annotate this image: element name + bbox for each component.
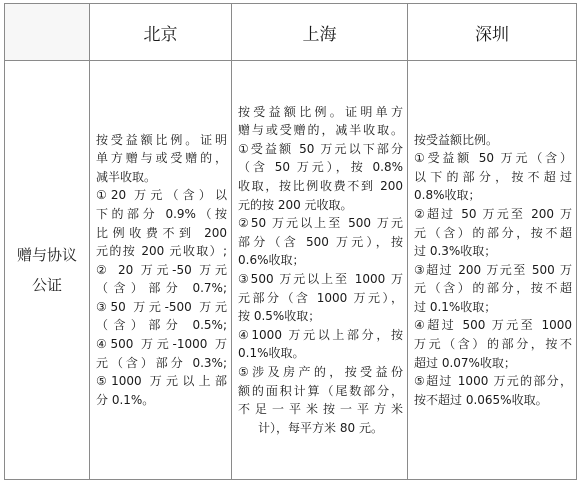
shenzhen-line: 按不超过 0.065%收取。 — [414, 392, 548, 407]
shanghai-line: 不足一平米按一平方米 — [238, 402, 403, 417]
beijing-line: 元（含）部分 0.3%; — [96, 355, 227, 370]
shanghai-line: ④1000 万元以上部分，按 — [238, 327, 403, 342]
header-shenzhen: 深圳 — [408, 4, 577, 61]
beijing-line: ② 20 万元-50 万元 — [96, 262, 227, 277]
shenzhen-line: 万元（含）的部分，按不 — [414, 337, 572, 352]
shanghai-line: 部分（含 500 万元），按 — [238, 234, 403, 249]
cell-beijing — [90, 61, 232, 480]
beijing-line: 按受益额比例。证明 — [96, 132, 227, 147]
beijing-line: 下的部分 0.9%（按 — [96, 206, 227, 221]
cell-shanghai — [232, 61, 408, 480]
shenzhen-line: 按受益额比例。 — [414, 132, 499, 147]
shenzhen-line: 以下的部分，按不超过 — [414, 169, 572, 184]
gift-agreement-row — [5, 61, 577, 480]
shanghai-line: ②50 万元以上至 500 万元 — [238, 216, 403, 231]
shanghai-line: ①受益额 50 万元以下部分 — [238, 141, 403, 156]
row-label-gift-agreement-notarization — [5, 61, 90, 480]
shanghai-line: 计），每平方米 80 元。 — [258, 420, 383, 435]
beijing-line: ③50 万元-500 万元 — [96, 299, 227, 314]
shenzhen-line: 超过 0.07%收取； — [414, 355, 516, 370]
beijing-line: 减半收取。 — [96, 169, 157, 184]
shanghai-line: 0.1%收取。 — [238, 346, 305, 361]
shanghai-line: （含 50 万元），按 0.8% — [238, 160, 403, 175]
row-label-line-2: 公证 — [31, 276, 62, 294]
beijing-line: （含）部分 0.5%; — [96, 318, 227, 333]
shanghai-line: ③500 万元以上至 1000 万 — [238, 272, 403, 286]
shenzhen-line: 过 0.1%收取； — [414, 299, 497, 314]
beijing-line: ④500 万元-1000 万 — [96, 337, 227, 352]
shanghai-line: 赠与或受赠的，减半收取。 — [238, 123, 403, 138]
header-shanghai: 上海 — [232, 4, 408, 61]
shenzhen-line: ④超过 500 万元至 1000 — [414, 318, 572, 333]
shenzhen-line: 过 0.3%收取； — [414, 244, 497, 259]
corner-cell — [5, 4, 90, 61]
shenzhen-line: 0.8%收取； — [414, 188, 481, 203]
shenzhen-line: ①受益额 50 万元（含） — [414, 151, 572, 166]
beijing-line: ①20 万元（含）以 — [96, 188, 227, 203]
beijing-line: 分 0.1%。 — [96, 392, 155, 407]
shenzhen-line: 元（含）的部分，按不超 — [414, 225, 572, 240]
shanghai-line: 按 0.5%收取； — [238, 309, 321, 324]
beijing-line: 比例收费不到 200 — [96, 225, 227, 240]
shanghai-line: ⑤涉及房产的，按受益份 — [238, 364, 403, 379]
cell-shenzhen — [408, 61, 577, 480]
shanghai-line: 收取，按比例收费不到 200 — [238, 179, 403, 194]
shenzhen-line: ②超过 50 万元至 200 万 — [414, 206, 572, 221]
row-label-line-1: 赠与协议 — [16, 246, 77, 264]
header-beijing: 北京 — [90, 4, 232, 61]
beijing-line: ⑤1000 万元以上部 — [96, 374, 227, 389]
beijing-line: 单方赠与或受赠的， — [96, 151, 227, 166]
shanghai-line: 0.6%收取； — [238, 253, 305, 268]
beijing-line: 元的按 200 元收取）; — [96, 244, 227, 259]
beijing-line: （含）部分 0.7%; — [96, 281, 227, 296]
header-row — [5, 4, 577, 61]
shanghai-line: 按受益额比例。证明单方 — [238, 104, 403, 119]
shenzhen-line: 元（含）的部分，按不超 — [414, 281, 572, 296]
shenzhen-line: ③超过 200 万元至 500 万 — [414, 262, 572, 277]
shanghai-line: 元的按 200 元收取。 — [238, 197, 353, 212]
shanghai-line: 元部分（含 1000 万元）， — [238, 290, 403, 305]
notary-fee-table — [4, 3, 577, 480]
shenzhen-line: ⑤超过 1000 万元的部分， — [414, 374, 572, 389]
shanghai-line: 额的面积计算（尾数部分， — [238, 383, 403, 398]
